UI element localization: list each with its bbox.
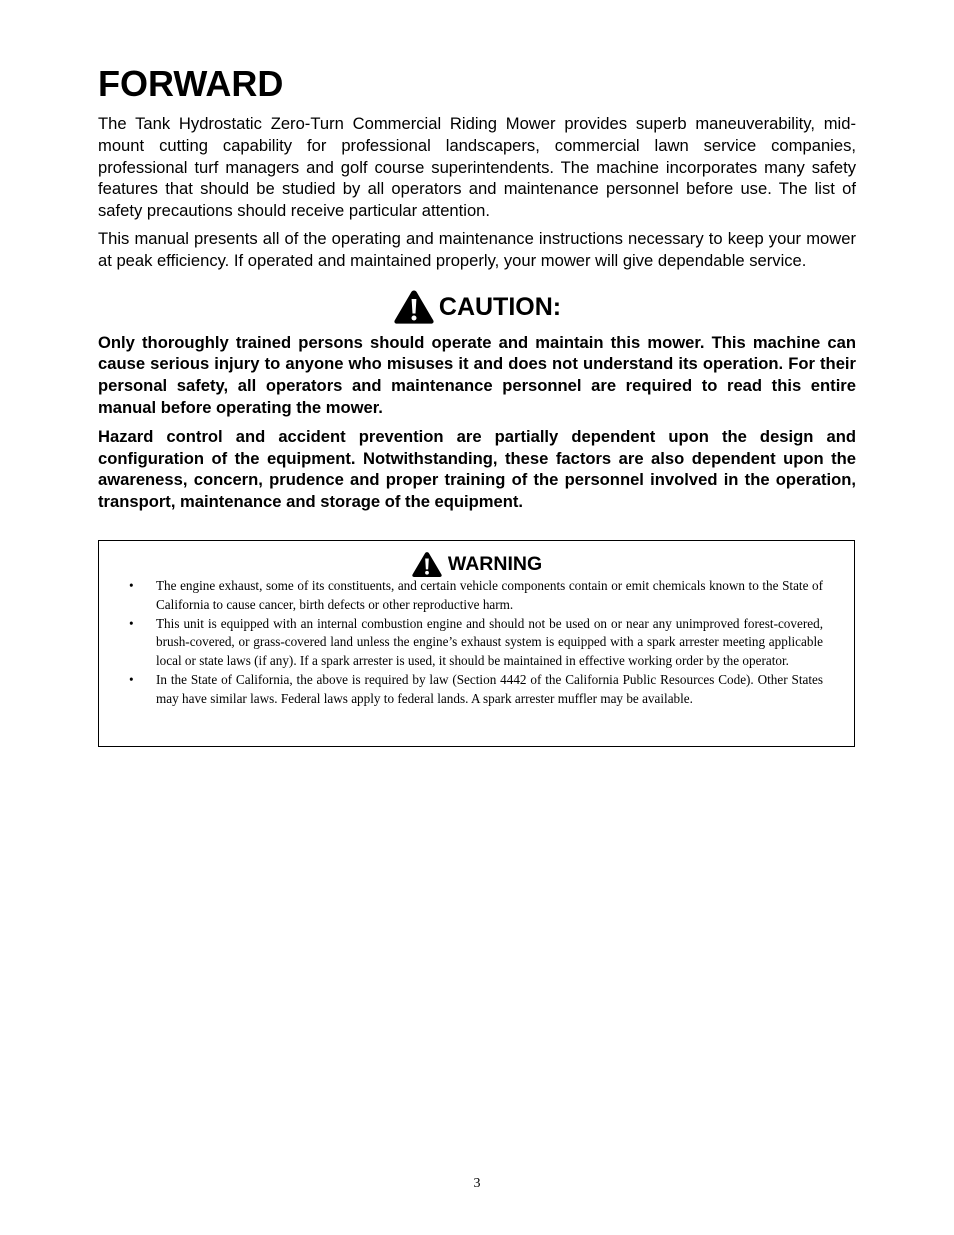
warning-list — [99, 577, 854, 709]
warning-heading — [99, 550, 854, 578]
warning-item — [99, 615, 854, 671]
bullet: • — [129, 578, 134, 593]
caution-body — [98, 332, 856, 513]
warning-label: WARNING — [447, 552, 543, 575]
warning-triangle-icon — [411, 551, 443, 578]
intro-paragraph-1: The Tank Hydrostatic Zero-Turn Commercial Riding Mower provides superb maneuverability, mid-mount cutting capability for professional landscapers, commercial lawn service companies, professional turf managers and golf course superintendents. The machine incorporates many safety features that should be studied by all operators and maintenance personnel before use. The list of safety precautions should receive particular attention. — [98, 114, 856, 221]
warning-item — [99, 671, 854, 709]
caution-heading — [98, 288, 856, 326]
warning-item — [99, 577, 854, 615]
warning-box — [98, 540, 855, 747]
page-title: FORWARD — [98, 63, 284, 104]
intro-paragraph-2: This manual presents all of the operating and maintenance instructions necessary to keep your mower at peak efficiency. If operated and maintained properly, your mower will give dependable service. — [98, 228, 856, 270]
bullet: • — [129, 615, 134, 631]
caution-label: CAUTION: — [438, 292, 562, 321]
page-content — [98, 62, 856, 520]
warning-item-text: In the State of California, the above is required by law (Section 4442 of the California Public Resources Code). Other States may have similar laws. Federal laws apply to federal lands. A spark arrester muffler may be available. — [156, 671, 823, 706]
warning-item-text: The engine exhaust, some of its constituents, and certain vehicle components contain or emit chemicals known to the State of California to cause cancer, birth defects or other reproductive harm. — [156, 578, 823, 612]
bullet: • — [129, 671, 134, 687]
intro-section — [98, 113, 856, 272]
caution-paragraph-1: Only thoroughly trained persons should operate and maintain this mower. This machine can cause serious injury to anyone who misuses it and does not understand its operation. For their personal safety, all operators and maintenance personnel are required to read this entire manual before operating the mower. — [98, 332, 856, 417]
caution-paragraph-2: Hazard control and accident prevention are partially dependent upon the design and configuration of the equipment. Notwithstanding, these factors are also dependent upon the awareness, concern, prudence and proper training of the personnel involved in the operation, transport, maintenance and storage of the equipment. — [98, 426, 856, 512]
warning-triangle-icon — [393, 289, 435, 325]
page-number: 3 — [473, 1176, 481, 1191]
warning-item-text: This unit is equipped with an internal combustion engine and should not be used on or near any unimproved forest-covered, brush-covered, or grass-covered land unless the engine’s exhaust system is equipped with a spark arrester meeting applicable local or state laws (if any). If a spark arrester is used, it should be maintained in effective working order by the operator. — [156, 615, 823, 669]
